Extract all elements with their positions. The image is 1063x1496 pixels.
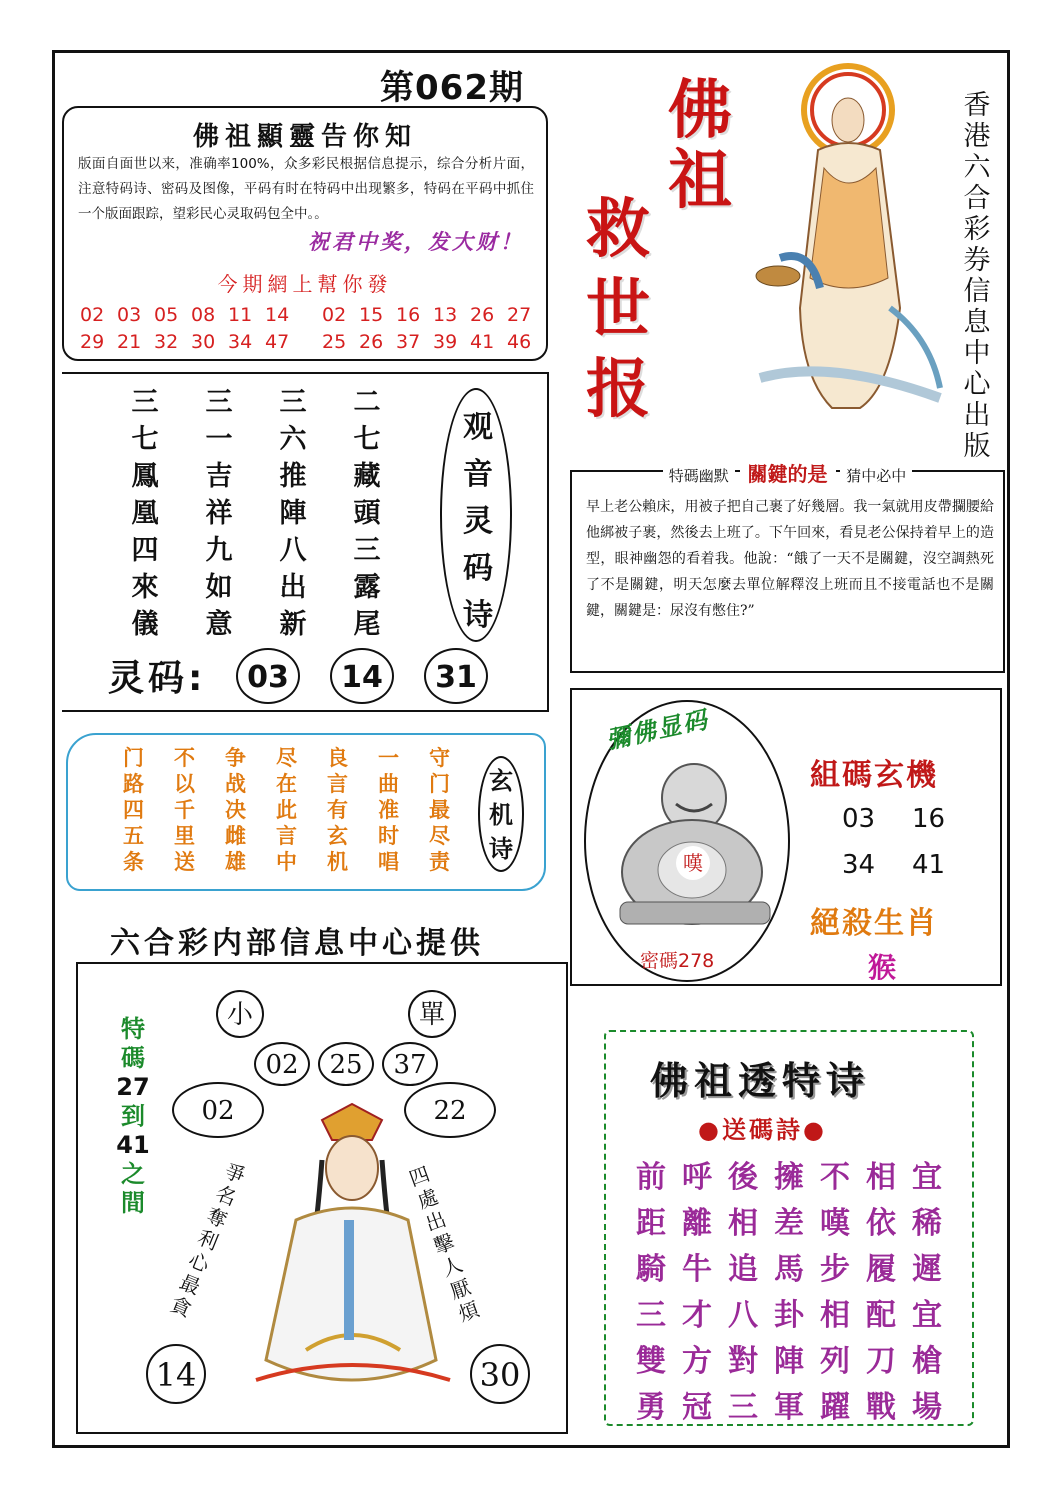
lingma-label: 灵码:: [108, 658, 207, 699]
tou-char: 躍: [820, 1390, 850, 1425]
tou-char: 卦: [774, 1298, 804, 1333]
left-oval-number: 02: [172, 1082, 264, 1138]
tou-char: 差: [774, 1206, 804, 1241]
tou-char: 前: [636, 1160, 666, 1195]
joke-key-label: 關鍵的是: [740, 462, 836, 486]
joke-box: [570, 462, 1005, 673]
pick-number: 32: [154, 331, 179, 353]
tou-char: 八: [728, 1298, 758, 1333]
tou-char: 追: [728, 1252, 758, 1287]
tou-char: 依: [866, 1206, 896, 1241]
poem-char: 儀: [131, 609, 159, 640]
poem-char: 凰: [131, 498, 159, 529]
poem-char: 如: [205, 572, 233, 603]
issue-number: 第062期: [380, 68, 524, 108]
xuanji-char: 四: [123, 798, 144, 822]
poem-label-char: 观: [463, 410, 493, 445]
tou-char: 擁: [774, 1160, 804, 1195]
xuanji-char: 曲: [378, 772, 399, 796]
xuanji-char: 战: [225, 772, 246, 796]
xuanji-label-char: 机: [489, 801, 513, 829]
buddha-title: 彌佛显码: [603, 705, 712, 755]
xuanji-char: 以: [174, 772, 195, 796]
poem-char: 鳳: [131, 461, 159, 492]
tou-char: 宜: [912, 1160, 942, 1195]
xuanji-char: 雄: [225, 850, 246, 874]
xuanji-char: 时: [378, 824, 399, 848]
lingma-number: 31: [424, 648, 488, 704]
pick-number: 46: [507, 331, 532, 353]
tou-char: 才: [682, 1298, 712, 1333]
help-title: 今期網上幫你發: [217, 272, 393, 296]
pick-number: 16: [396, 304, 421, 326]
tou-char: 呼: [682, 1160, 712, 1195]
tema-item: 間: [121, 1189, 145, 1217]
xuanji-char: 唱: [378, 850, 399, 874]
tou-char: 陣: [774, 1344, 804, 1379]
poem-char: 吉: [205, 461, 233, 492]
poem-label-char: 灵: [463, 504, 493, 539]
xuanji-char: 一: [378, 746, 399, 770]
tou-char: 雙: [636, 1344, 666, 1379]
poem-char: 六: [279, 424, 307, 455]
tou-char: 步: [820, 1252, 850, 1287]
xuanji-grid: [108, 742, 465, 872]
zuma-number: 03: [842, 804, 876, 834]
xuanji-label-char: 玄: [489, 767, 513, 795]
mima-text: 密碼278: [640, 950, 715, 972]
poem-label-char: 音: [463, 457, 493, 492]
poem-char: 七: [353, 424, 381, 455]
poem-char: 三: [353, 535, 381, 566]
tou-char: 列: [820, 1344, 850, 1379]
phrase-char: 爭: [221, 1158, 249, 1189]
wish-text: 祝君中奖，发大财！: [308, 230, 524, 254]
xuanji-char: 准: [378, 798, 399, 822]
tou-char: 騎: [636, 1252, 666, 1287]
poem-char: 來: [131, 572, 159, 603]
poem-char: 頭: [353, 498, 381, 529]
poem-char: 三: [131, 387, 159, 418]
phrase-char: 厭: [446, 1274, 474, 1304]
parity-circle: 單: [408, 990, 456, 1038]
tema-item: 碼: [121, 1044, 145, 1072]
tou-poem-grid: [628, 1152, 950, 1428]
pick-number: 26: [359, 331, 384, 353]
tou-char: 稀: [912, 1206, 942, 1241]
guanyin-standing-image: [740, 58, 950, 418]
pick-number: 15: [359, 304, 384, 326]
pick-number: 29: [80, 331, 105, 353]
pick-number: 47: [265, 331, 290, 353]
pick-number: 39: [433, 331, 458, 353]
poem-char: 新: [279, 609, 307, 640]
pick-number: 41: [470, 331, 495, 353]
xuanji-char: 五: [123, 824, 144, 848]
phrase-char: 貪: [167, 1291, 195, 1322]
joke-header: [572, 458, 1003, 487]
xuanji-char: 门: [123, 746, 144, 770]
pick-number: 11: [228, 304, 253, 326]
numbers-right: [322, 302, 552, 356]
xuanji-char: 里: [174, 824, 195, 848]
poem-char: 推: [279, 461, 307, 492]
xuanji-char: 言: [327, 772, 348, 796]
poem-label-char: 码: [463, 551, 493, 586]
xuanji-char: 守: [429, 746, 450, 770]
provider-text: 六合彩内部信息中心提供: [110, 926, 484, 961]
xuanji-char: 有: [327, 798, 348, 822]
tou-char: 距: [636, 1206, 666, 1241]
tou-char: 三: [728, 1390, 758, 1425]
joke-text: 早上老公賴床，用被子把自己裹了好幾層。我一氣就用皮帶攔腰給他綁被子裹，然後去上班了。下午回來，看見老公保持着早上的造型，眼神幽怨的看着我。他說：“餓了一天不是關鍵，沒空調熱死了不是關鍵，明天怎麼去單位解釋沒上班而且不接電話也不是關鍵，關鍵是：尿沒有憋住?”: [586, 499, 994, 619]
poem-char: 三: [205, 387, 233, 418]
tema-item: 特: [121, 1015, 145, 1043]
right-oval-number: 22: [404, 1082, 496, 1138]
intro-title: 佛祖顯靈告你知: [192, 122, 417, 152]
phrase-char: 煩: [455, 1296, 483, 1327]
xuanji-char: 机: [327, 850, 348, 874]
pick-number: 14: [265, 304, 290, 326]
zuma-number: 16: [912, 804, 946, 834]
xuanji-char: 玄: [327, 824, 348, 848]
poem-char: 九: [205, 535, 233, 566]
tou-char: 軍: [774, 1390, 804, 1425]
poem-char: 三: [279, 387, 307, 418]
intro-text: 版面自面世以来，准确率100%，众多彩民根据信息提示，综合分析片面，注意特码诗、密码及图像，平码有时在特码中出现繁多，特码在平码中抓住一个版面跟踪，望彩民心灵取码包全中。。: [78, 156, 534, 222]
tou-char: 離: [682, 1206, 712, 1241]
tou-char: 勇: [636, 1390, 666, 1425]
poem-char: 陣: [279, 498, 307, 529]
pick-number: 27: [507, 304, 532, 326]
zuma-number: 41: [912, 850, 946, 880]
tou-char: 宜: [912, 1298, 942, 1333]
tou-char: 槍: [912, 1344, 942, 1379]
phrase-char: 擊: [430, 1229, 458, 1259]
xuanji-char: 责: [429, 850, 450, 874]
guanyin-poem-grid: [108, 380, 404, 639]
tou-char: 相: [728, 1206, 758, 1241]
poem-char: 出: [279, 572, 307, 603]
pick-number: 02: [80, 304, 105, 326]
poem-char: 藏: [353, 461, 381, 492]
tou-char: 後: [728, 1160, 758, 1195]
phrase-char: 處: [414, 1184, 442, 1214]
pick-number: 03: [117, 304, 142, 326]
tou-char: 牛: [682, 1252, 712, 1287]
pick-number: 37: [396, 331, 421, 353]
poem-char: 尾: [353, 609, 381, 640]
tou-char: 嘆: [820, 1206, 850, 1241]
tou-char: 三: [636, 1298, 666, 1333]
poem-char: 意: [205, 609, 233, 640]
side-publisher-text: 香港六合彩券信息中心出版: [963, 90, 991, 462]
xuanji-char: 尽: [429, 824, 450, 848]
phrase-char: 四: [405, 1161, 433, 1192]
guanyin-seated-image: [236, 1100, 466, 1400]
tema-range: [112, 1015, 154, 1218]
phrase-char: 奪: [203, 1202, 231, 1233]
guanyin-poem-label: [442, 390, 514, 639]
poem-char: 八: [279, 535, 307, 566]
xuanji-char: 决: [225, 798, 246, 822]
top-number: 37: [382, 1042, 438, 1086]
tou-char: 相: [866, 1160, 896, 1195]
poem-label-char: 诗: [463, 598, 493, 633]
poem-char: 二: [353, 387, 381, 418]
xuanji-char: 最: [429, 798, 450, 822]
tou-char: 履: [866, 1252, 896, 1287]
poem-char: 一: [205, 424, 233, 455]
poem-char: 四: [131, 535, 159, 566]
xuanji-char: 千: [174, 798, 195, 822]
xuanji-char: 中: [276, 850, 297, 874]
joke-right-label: 猜中必中: [840, 467, 912, 485]
phrase-char: 名: [212, 1180, 240, 1211]
pick-number: 30: [191, 331, 216, 353]
laughing-buddha-image: [606, 752, 776, 932]
xuanji-char: 条: [123, 850, 144, 874]
phrase-char: 最: [176, 1269, 204, 1300]
pick-number: 26: [470, 304, 495, 326]
size-circle: 小: [216, 990, 264, 1038]
tou-char: 配: [866, 1298, 896, 1333]
numbers-left: [80, 302, 310, 356]
xuanji-char: 雌: [225, 824, 246, 848]
title-line1: 佛祖: [668, 73, 732, 218]
tou-char: 遲: [912, 1252, 942, 1287]
phrase-char: 人: [438, 1251, 466, 1282]
pick-number: 08: [191, 304, 216, 326]
xuanji-char: 争: [225, 746, 246, 770]
pick-number: 13: [433, 304, 458, 326]
xuanji-char: 路: [123, 772, 144, 796]
tou-char: 場: [912, 1390, 942, 1425]
tou-char: 方: [682, 1344, 712, 1379]
lingma-number: 14: [330, 648, 394, 704]
xuanji-char: 送: [174, 850, 195, 874]
tou-char: 冠: [682, 1390, 712, 1425]
xuanji-char: 此: [276, 798, 297, 822]
buddha-mark: 嘆: [676, 846, 710, 880]
tou-subtitle: ●送碼詩●: [698, 1116, 827, 1144]
tou-title: 佛祖透特诗: [650, 1059, 871, 1103]
tou-char: 不: [820, 1160, 850, 1195]
phrase-char: 出: [422, 1206, 450, 1237]
pick-number: 25: [322, 331, 347, 353]
top-number: 02: [254, 1042, 310, 1086]
title-line2: 救世报: [586, 192, 650, 427]
jue-value: 猴: [868, 951, 897, 984]
lingma-number: 03: [236, 648, 300, 704]
top-number: 25: [318, 1042, 374, 1086]
tema-item: 之: [121, 1160, 145, 1188]
tou-char: 刀: [866, 1344, 896, 1379]
tou-char: 對: [728, 1344, 758, 1379]
guanyin-poem-label-oval: [440, 388, 512, 642]
pick-number: 02: [322, 304, 347, 326]
poem-char: 七: [131, 424, 159, 455]
jue-title: 絕殺生肖: [810, 906, 938, 941]
phrase-char: 利: [194, 1225, 222, 1255]
intro-box: [62, 106, 548, 361]
zuma-numbers: [842, 796, 982, 888]
pick-number: 21: [117, 331, 142, 353]
bottom-left-number: 14: [146, 1344, 206, 1404]
phrase-char: 心: [185, 1247, 213, 1278]
tou-char: 戰: [866, 1390, 896, 1425]
tou-char: 相: [820, 1298, 850, 1333]
bottom-right-number: 30: [470, 1344, 530, 1404]
pick-number: 05: [154, 304, 179, 326]
xuanji-char: 尽: [276, 746, 297, 770]
zuma-title: 組碼玄機: [810, 758, 938, 793]
tema-item: 41: [116, 1131, 150, 1159]
poem-char: 露: [353, 572, 381, 603]
xuanji-char: 不: [174, 746, 195, 770]
pick-number: 34: [228, 331, 253, 353]
xuanji-char: 在: [276, 772, 297, 796]
joke-left-label: 特碼幽默: [663, 467, 735, 485]
xuanji-char: 言: [276, 824, 297, 848]
xuanji-char: 门: [429, 772, 450, 796]
tema-item: 到: [121, 1102, 145, 1130]
tou-char: 馬: [774, 1252, 804, 1287]
xuanji-char: 良: [327, 746, 348, 770]
xuanji-label: [478, 756, 524, 872]
poem-char: 祥: [205, 498, 233, 529]
tema-item: 27: [116, 1073, 150, 1101]
zuma-number: 34: [842, 850, 876, 880]
xuanji-label-char: 诗: [489, 835, 513, 863]
